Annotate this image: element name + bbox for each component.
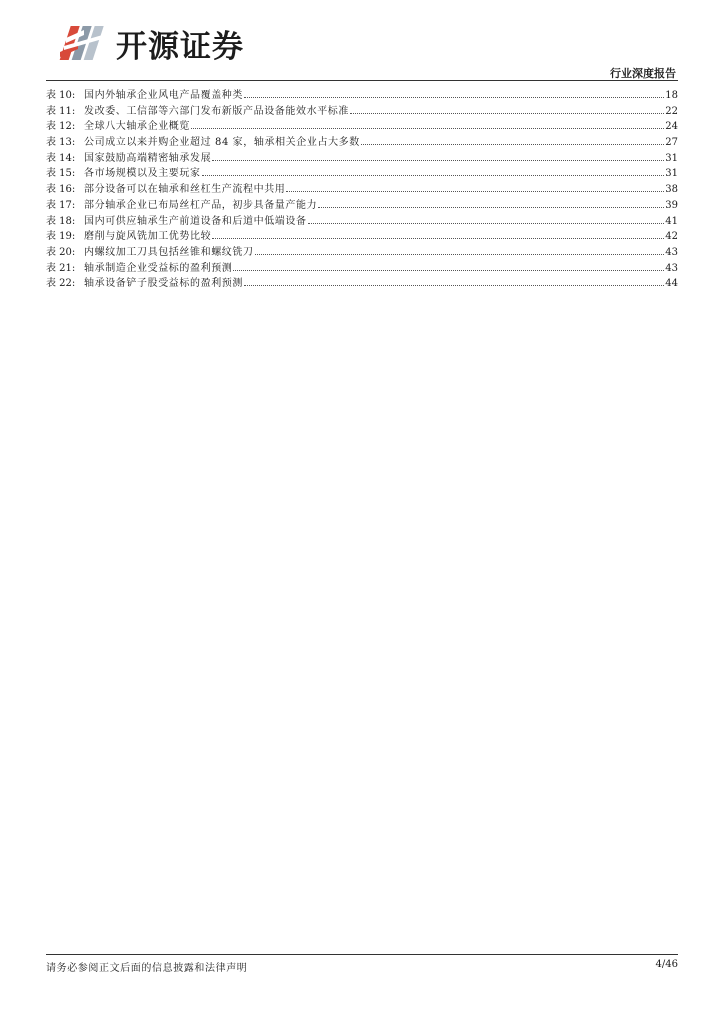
toc-entry-label: 表 19: xyxy=(46,231,76,243)
toc-leader-dots xyxy=(318,207,664,208)
toc-entry[interactable] xyxy=(46,88,678,104)
toc-entry-label: 表 10: xyxy=(46,90,76,101)
toc-entry-page: 41 xyxy=(665,215,678,227)
toc-entry-title: 部分轴承企业已布局丝杠产品，初步具备量产能力 xyxy=(84,199,318,211)
toc-entry[interactable] xyxy=(46,198,678,214)
toc-leader-dots xyxy=(244,285,664,286)
toc-entry-label: 表 17: xyxy=(46,199,76,211)
toc-entry-page: 31 xyxy=(665,152,678,164)
toc-entry[interactable] xyxy=(46,245,678,261)
toc-entry[interactable] xyxy=(46,214,678,230)
toc-entry-page: 43 xyxy=(665,262,678,274)
toc-entry-label: 表 11: xyxy=(46,105,76,117)
toc-entry-label: 表 13: xyxy=(46,137,76,149)
toc-entry-page: 44 xyxy=(665,278,678,290)
toc-entry-title: 磨削与旋风铣加工优势比较 xyxy=(84,231,212,243)
report-type-label: 行业深度报告 xyxy=(610,67,676,80)
toc-entry-label: 表 20: xyxy=(46,246,76,258)
toc-entry-page: 31 xyxy=(665,168,678,180)
toc-leader-dots xyxy=(233,270,664,271)
toc-leader-dots xyxy=(308,223,665,224)
toc-entry-page: 27 xyxy=(665,137,678,149)
toc-entry[interactable] xyxy=(46,135,678,151)
toc-entry[interactable] xyxy=(46,276,678,292)
toc-entry-label: 表 21: xyxy=(46,262,76,274)
company-name: 开源证券 xyxy=(116,28,244,65)
toc-entry-title: 国家鼓励高端精密轴承发展 xyxy=(84,152,212,164)
toc-entry-title: 发改委、工信部等六部门发布新版产品设备能效水平标准 xyxy=(84,105,349,117)
toc-leader-dots xyxy=(361,144,664,145)
toc-entry[interactable] xyxy=(46,104,678,120)
toc-entry-page: 42 xyxy=(665,231,678,243)
toc-entry-label: 表 15: xyxy=(46,168,76,180)
toc-entry-page: 18 xyxy=(665,90,678,101)
toc-entry-title: 全球八大轴承企业概览 xyxy=(84,121,190,133)
table-of-contents xyxy=(46,88,678,292)
toc-entry[interactable] xyxy=(46,166,678,182)
footer-disclaimer: 请务必参阅正文后面的信息披露和法律声明 xyxy=(46,963,248,974)
toc-entry[interactable] xyxy=(46,151,678,167)
toc-entry[interactable] xyxy=(46,182,678,198)
toc-leader-dots xyxy=(286,191,664,192)
toc-entry-label: 表 18: xyxy=(46,215,76,227)
toc-entry-title: 各市场规模以及主要玩家 xyxy=(84,168,201,180)
toc-entry[interactable] xyxy=(46,119,678,135)
toc-entry-label: 表 12: xyxy=(46,121,76,133)
kaiyuan-logo-icon xyxy=(58,22,112,64)
toc-leader-dots xyxy=(191,128,664,129)
toc-entry[interactable] xyxy=(46,261,678,277)
toc-leader-dots xyxy=(255,254,665,255)
toc-entry-title: 部分设备可以在轴承和丝杠生产流程中共用 xyxy=(84,184,286,196)
toc-entry-title: 轴承制造企业受益标的盈利预测 xyxy=(84,262,233,274)
toc-entry-page: 39 xyxy=(665,199,678,211)
toc-entry-page: 38 xyxy=(665,184,678,196)
toc-leader-dots xyxy=(244,97,664,98)
header-divider xyxy=(46,80,678,81)
toc-entry-label: 表 16: xyxy=(46,184,76,196)
page-number: 4/46 xyxy=(655,959,678,970)
footer-divider xyxy=(46,954,678,955)
toc-entry-title: 内螺纹加工刀具包括丝锥和螺纹铣刀 xyxy=(84,246,254,258)
toc-entry-label: 表 14: xyxy=(46,152,76,164)
toc-leader-dots xyxy=(350,113,664,114)
toc-entry-title: 国内外轴承企业风电产品覆盖种类 xyxy=(84,90,243,101)
company-logo xyxy=(58,22,244,64)
toc-entry[interactable] xyxy=(46,229,678,245)
toc-entry-page: 24 xyxy=(665,121,678,133)
toc-entry-label: 表 22: xyxy=(46,278,76,290)
toc-leader-dots xyxy=(202,175,665,176)
toc-leader-dots xyxy=(212,238,664,239)
toc-entry-page: 22 xyxy=(665,105,678,117)
toc-entry-page: 43 xyxy=(665,246,678,258)
toc-entry-title: 公司成立以来并购企业超过 84 家，轴承相关企业占大多数 xyxy=(84,137,360,149)
toc-entry-title: 国内可供应轴承生产前道设备和后道中低端设备 xyxy=(84,215,307,227)
toc-entry-title: 轴承设备铲子股受益标的盈利预测 xyxy=(84,278,243,290)
toc-leader-dots xyxy=(212,160,664,161)
